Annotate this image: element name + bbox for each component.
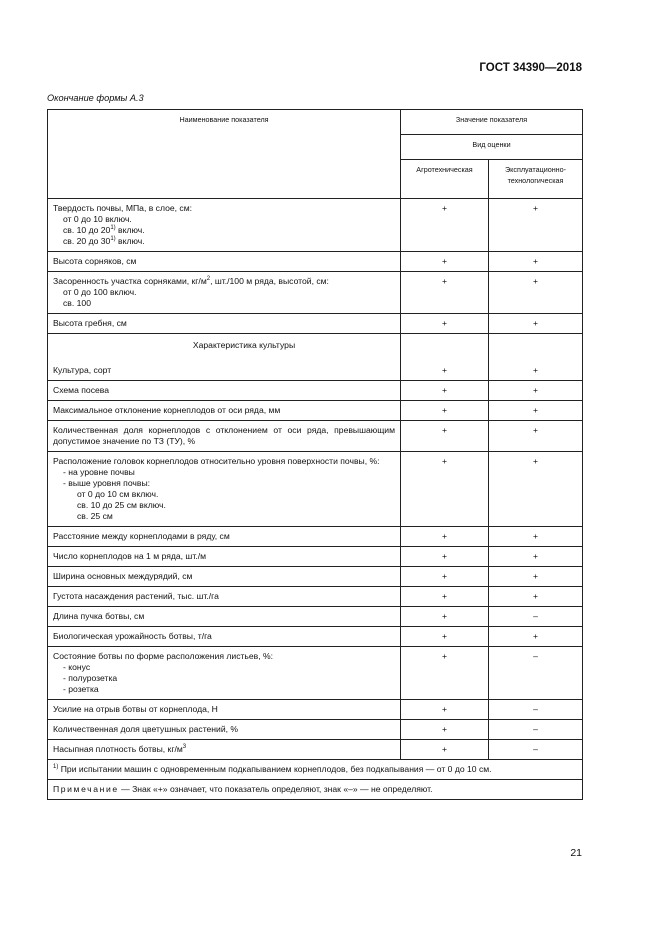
agro-mark: + — [401, 252, 489, 272]
agro-mark: + — [401, 647, 489, 700]
header-agrotechnical: Агротехническая — [401, 160, 489, 199]
table-row — [48, 314, 583, 334]
header-indicator-name: Наименование показателя — [48, 110, 401, 199]
indicator-cell: Число корнеплодов на 1 м ряда, шт./м — [48, 547, 401, 567]
indicator-cell: Расстояние между корнеплодами в ряду, см — [48, 527, 401, 547]
section-title: Характеристика культуры — [48, 334, 401, 362]
table-row — [48, 607, 583, 627]
indicator-cell: Схема посева — [48, 381, 401, 401]
agro-mark: + — [401, 607, 489, 627]
indicator-cell: Густота насаждения растений, тыс. шт./га — [48, 587, 401, 607]
table-row — [48, 401, 583, 421]
expl-mark: + — [489, 361, 583, 381]
indicator-cell: Состояние ботвы по форме расположения листьев, %: - конус - полурозетка - розетка — [48, 647, 401, 700]
expl-mark: + — [489, 252, 583, 272]
agro-mark: + — [401, 452, 489, 527]
indicator-cell: Биологическая урожайность ботвы, т/га — [48, 627, 401, 647]
table-row — [48, 740, 583, 760]
form-caption: Окончание формы А.3 — [47, 93, 144, 103]
table-row — [48, 421, 583, 452]
expl-mark: + — [489, 627, 583, 647]
footnote-row — [48, 760, 583, 780]
expl-mark: – — [489, 647, 583, 700]
table-row — [48, 700, 583, 720]
table-row — [48, 647, 583, 700]
expl-mark: + — [489, 421, 583, 452]
table-row — [48, 720, 583, 740]
expl-mark: – — [489, 700, 583, 720]
table-row — [48, 452, 583, 527]
indicator-cell: Длина пучка ботвы, см — [48, 607, 401, 627]
agro-mark: + — [401, 547, 489, 567]
indicator-table — [47, 109, 583, 800]
header-evaluation-kind: Вид оценки — [401, 135, 583, 160]
note: Примечание — Знак «+» означает, что показатель определяют, знак «–» — не определяют. — [48, 780, 583, 800]
expl-mark: + — [489, 381, 583, 401]
indicator-cell: Количественная доля корнеплодов с отклонением от оси ряда, превышающим допустимое значение по ТЗ (ТУ), % — [48, 421, 401, 452]
header-row-1 — [48, 110, 583, 135]
expl-mark: + — [489, 547, 583, 567]
expl-mark: – — [489, 740, 583, 760]
header-operational: Эксплуатационно-технологическая — [489, 160, 583, 199]
expl-mark: + — [489, 314, 583, 334]
expl-mark: + — [489, 199, 583, 252]
table-row — [48, 199, 583, 252]
agro-mark: + — [401, 401, 489, 421]
footnote: $^{1)}$ При испытании машин с одновременным подкапыванием корнеплодов, без подкапывания — от 0 до 10 см. — [48, 760, 583, 780]
table-row — [48, 567, 583, 587]
table-row — [48, 272, 583, 314]
agro-mark: + — [401, 314, 489, 334]
agro-mark: + — [401, 740, 489, 760]
indicator-cell: Твердость почвы, МПа, в слое, см: от 0 до 10 включ. св. 10 до 20$^{1)}$ включ. св. 20 до 30$^{1)}$ включ. — [48, 199, 401, 252]
indicator-cell: Насыпная плотность ботвы, $кг/м^3$ — [48, 740, 401, 760]
table-row — [48, 527, 583, 547]
agro-mark: + — [401, 381, 489, 401]
standard-code: ГОСТ 34390—2018 — [479, 62, 582, 74]
agro-mark: + — [401, 361, 489, 381]
expl-mark: – — [489, 720, 583, 740]
indicator-cell: Усилие на отрыв ботвы от корнеплода, Н — [48, 700, 401, 720]
agro-mark: + — [401, 627, 489, 647]
agro-mark: + — [401, 421, 489, 452]
agro-mark: + — [401, 720, 489, 740]
agro-mark: + — [401, 700, 489, 720]
agro-mark: + — [401, 587, 489, 607]
table-row — [48, 252, 583, 272]
expl-mark: + — [489, 452, 583, 527]
indicator-cell: Высота гребня, см — [48, 314, 401, 334]
page-number: 21 — [570, 847, 582, 859]
agro-mark: + — [401, 199, 489, 252]
section-row — [48, 334, 583, 362]
expl-mark: + — [489, 527, 583, 547]
expl-mark: – — [489, 607, 583, 627]
header-indicator-value: Значение показателя — [401, 110, 583, 135]
table-row — [48, 587, 583, 607]
note-row — [48, 780, 583, 800]
table-row — [48, 547, 583, 567]
table-row — [48, 361, 583, 381]
expl-mark: + — [489, 401, 583, 421]
indicator-cell: Ширина основных междурядий, см — [48, 567, 401, 587]
table-row — [48, 381, 583, 401]
table-row — [48, 627, 583, 647]
agro-mark: + — [401, 272, 489, 314]
agro-mark: + — [401, 567, 489, 587]
indicator-cell: Максимальное отклонение корнеплодов от оси ряда, мм — [48, 401, 401, 421]
indicator-cell: Количественная доля цветушных растений, % — [48, 720, 401, 740]
expl-mark: + — [489, 272, 583, 314]
indicator-cell: Засоренность участка сорняками, $кг/м^2$, шт./100 м ряда, высотой, см: от 0 до 100 включ. св. 100 — [48, 272, 401, 314]
indicator-cell: Расположение головок корнеплодов относительно уровня поверхности почвы, %: - на уровне почвы - выше уровня почвы: от 0 до 10 см включ. св. 10 до 25 см включ. св. 25 см — [48, 452, 401, 527]
expl-mark: + — [489, 567, 583, 587]
indicator-cell: Культура, сорт — [48, 361, 401, 381]
expl-mark: + — [489, 587, 583, 607]
indicator-cell: Высота сорняков, см — [48, 252, 401, 272]
agro-mark: + — [401, 527, 489, 547]
